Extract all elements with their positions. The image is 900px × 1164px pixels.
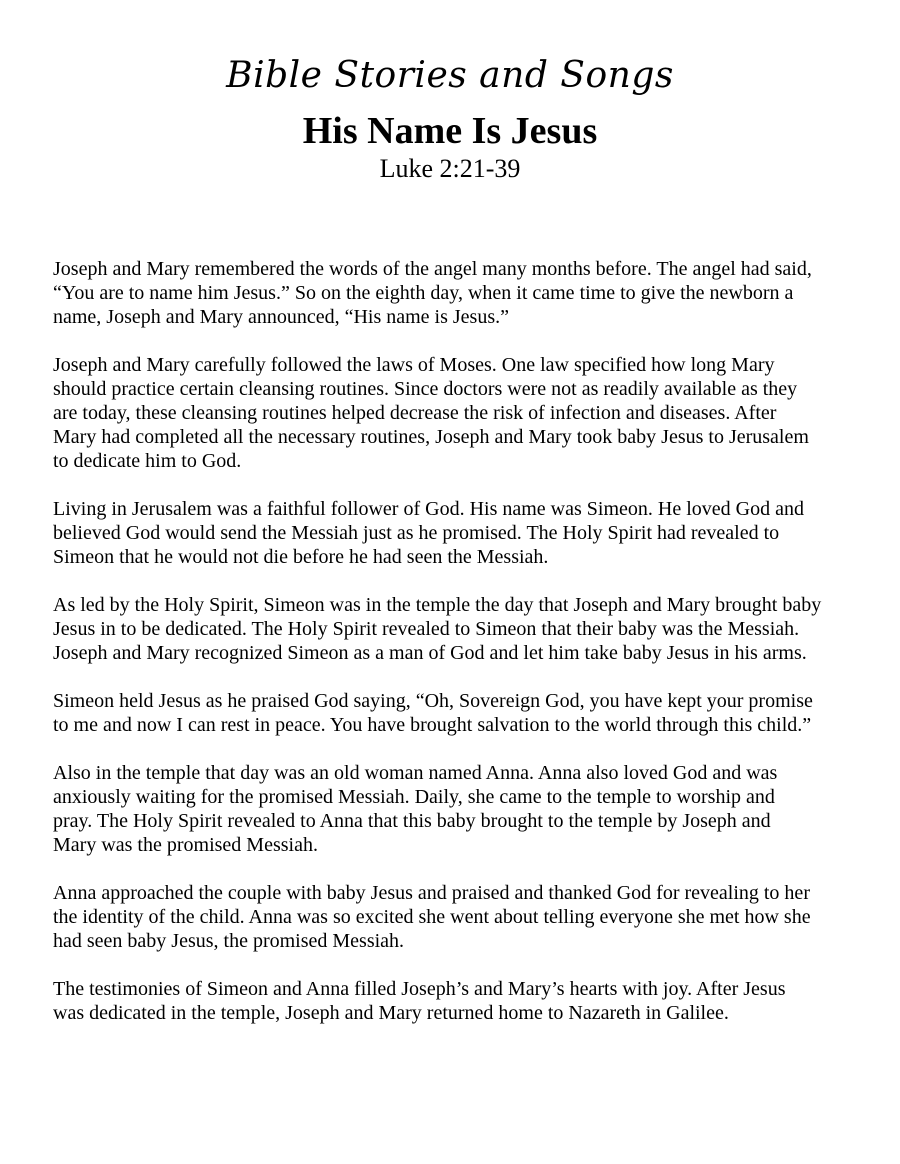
paragraph: [53, 689, 853, 737]
text-line: are today, these cleansing routines helped decrease the risk of infection and diseases. After: [53, 402, 777, 424]
text-line: Simeon that he would not die before he had seen the Messiah.: [53, 546, 549, 568]
text-line: Simeon held Jesus as he praised God saying, “Oh, Sovereign God, you have kept your promise: [53, 690, 813, 712]
text-line: pray. The Holy Spirit revealed to Anna that this baby brought to the temple by Joseph and: [53, 810, 771, 832]
text-line: “You are to name him Jesus.” So on the eighth day, when it came time to give the newborn a: [53, 282, 794, 304]
story-body: [53, 257, 853, 1049]
text-line: anxiously waiting for the promised Messiah. Daily, she came to the temple to worship and: [53, 786, 775, 808]
paragraph: [53, 977, 853, 1025]
text-line: Joseph and Mary recognized Simeon as a man of God and let him take baby Jesus in his arms.: [53, 642, 807, 664]
text-line: Jesus in to be dedicated. The Holy Spirit revealed to Simeon that their baby was the Messiah.: [53, 618, 800, 640]
text-line: Mary was the promised Messiah.: [53, 834, 318, 856]
paragraph: [53, 881, 853, 953]
text-line: Joseph and Mary remembered the words of the angel many months before. The angel had said,: [53, 258, 812, 280]
text-line: Mary had completed all the necessary routines, Joseph and Mary took baby Jesus to Jerusalem: [53, 426, 809, 448]
series-title: Bible Stories and Songs: [226, 55, 674, 96]
text-line: Also in the temple that day was an old woman named Anna. Anna also loved God and was: [53, 762, 778, 784]
text-line: Anna approached the couple with baby Jesus and praised and thanked God for revealing to her: [53, 882, 810, 904]
text-line: should practice certain cleansing routines. Since doctors were not as readily available as they: [53, 378, 798, 400]
paragraph: [53, 593, 853, 665]
text-line: Living in Jerusalem was a faithful follower of God. His name was Simeon. He loved God and: [53, 498, 804, 520]
text-line: The testimonies of Simeon and Anna filled Joseph’s and Mary’s hearts with joy. After Jesus: [53, 978, 786, 1000]
text-line: to me and now I can rest in peace. You have brought salvation to the world through this child.”: [53, 714, 812, 736]
text-line: Joseph and Mary carefully followed the laws of Moses. One law specified how long Mary: [53, 354, 775, 376]
text-line: was dedicated in the temple, Joseph and Mary returned home to Nazareth in Galilee.: [53, 1002, 729, 1024]
text-line: name, Joseph and Mary announced, “His name is Jesus.”: [53, 306, 509, 328]
text-line: believed God would send the Messiah just as he promised. The Holy Spirit had revealed to: [53, 522, 780, 544]
paragraph: [53, 497, 853, 569]
scripture-reference: Luke 2:21-39: [379, 154, 521, 183]
text-line: to dedicate him to God.: [53, 450, 242, 472]
story-title: His Name Is Jesus: [302, 110, 598, 152]
paragraph: [53, 257, 853, 329]
paragraph: [53, 353, 853, 473]
text-line: had seen baby Jesus, the promised Messiah.: [53, 930, 405, 952]
text-line: As led by the Holy Spirit, Simeon was in the temple the day that Joseph and Mary brought baby: [53, 594, 822, 616]
text-line: the identity of the child. Anna was so excited she went about telling everyone she met how she: [53, 906, 811, 928]
paragraph: [53, 761, 853, 857]
